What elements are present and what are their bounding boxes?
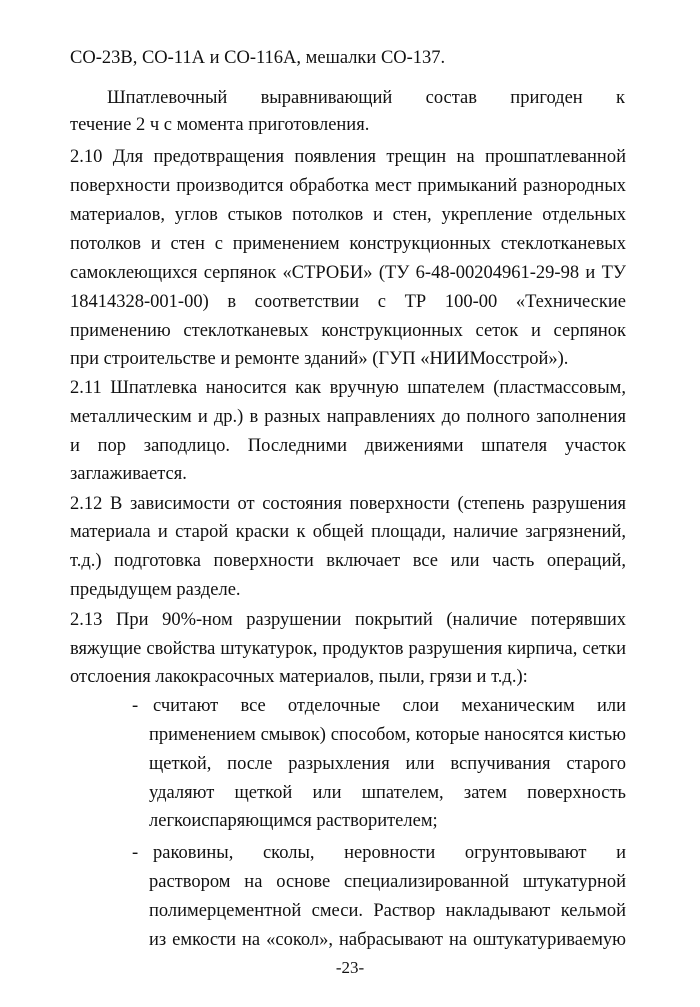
list-item-line: раковины, сколы, неровности огрунтовывают и (153, 843, 626, 863)
text-line: 2.11 Шпатлевка наносится как вручную шпателем (пластмассовым, (70, 378, 626, 398)
text-line: 2.12 В зависимости от состояния поверхности (степень разрушения (70, 494, 626, 514)
page-number: -23- (335, 958, 365, 977)
text-line: потолков и стен с применением конструкционных стеклотканевых (70, 234, 626, 254)
text-line: заглаживается. (70, 464, 187, 484)
text-line: 18414328-001-00) в соответствии с ТР 100-00 «Технические (70, 292, 626, 312)
list-item-line: удаляют щеткой или шпателем, затем поверхность (149, 783, 626, 803)
list-bullet-dash: - (132, 696, 139, 716)
list-item-line: из емкости на «сокол», набрасывают на оштукатуриваемую (149, 930, 626, 950)
list-item-line: полимерцементной смеси. Раствор накладывают кельмой (149, 901, 626, 921)
text-line: и пор заподлицо. Последними движениями шпателя участок (70, 436, 626, 456)
text-line: 2.13 При 90%-ном разрушении покрытий (наличие потерявших (70, 610, 626, 630)
list-item-line: применением смывок) способом, которые наносятся кистью (149, 725, 626, 745)
list-item-line: щеткой, после разрыхления или вспучивания старого (149, 754, 626, 774)
text-line: вяжущие свойства штукатурок, продуктов разрушения кирпича, сетки (70, 639, 626, 659)
text-line: отслоения лакокрасочных материалов, пыли, грязи и т.д.): (70, 667, 528, 687)
list-item-line: считают все отделочные слои механическим или (153, 696, 626, 716)
text-line: предыдущем разделе. (70, 580, 241, 600)
text-line: 2.10 Для предотвращения появления трещин на прошпатлеванной (70, 147, 626, 167)
list-bullet-dash: - (132, 843, 139, 863)
text-line: материала и старой краски к общей площади, наличие загрязнений, (70, 522, 626, 542)
text-line: металлическим и др.) в разных направлениях до полного заполнения (70, 407, 626, 427)
text-line: при строительстве и ремонте зданий» (ГУП «НИИМосстрой»). (70, 349, 569, 369)
text-line: материалов, углов стыков потолков и стен, укрепление отдельных (70, 205, 626, 225)
text-line: применению стеклотканевых конструкционных сеток и серпянок (70, 321, 626, 341)
text-line: Шпатлевочный выравнивающий состав пригоден к (107, 88, 625, 108)
text-line: т.д.) подготовка поверхности включает все или часть операций, (70, 551, 626, 571)
text-line: поверхности производится обработка мест примыканий разнородных (70, 176, 626, 196)
text-line: течение 2 ч с момента приготовления. (70, 115, 370, 135)
text-line: СО-23В, СО-11А и СО-116А, мешалки СО-137. (70, 48, 446, 68)
text-line: самоклеющихся серпянок «СТРОБИ» (ТУ 6-48-00204961-29-98 и ТУ (70, 263, 626, 283)
list-item-line: легкоиспаряющимся растворителем; (149, 811, 438, 831)
list-item-line: раствором на основе специализированной штукатурной (149, 872, 626, 892)
